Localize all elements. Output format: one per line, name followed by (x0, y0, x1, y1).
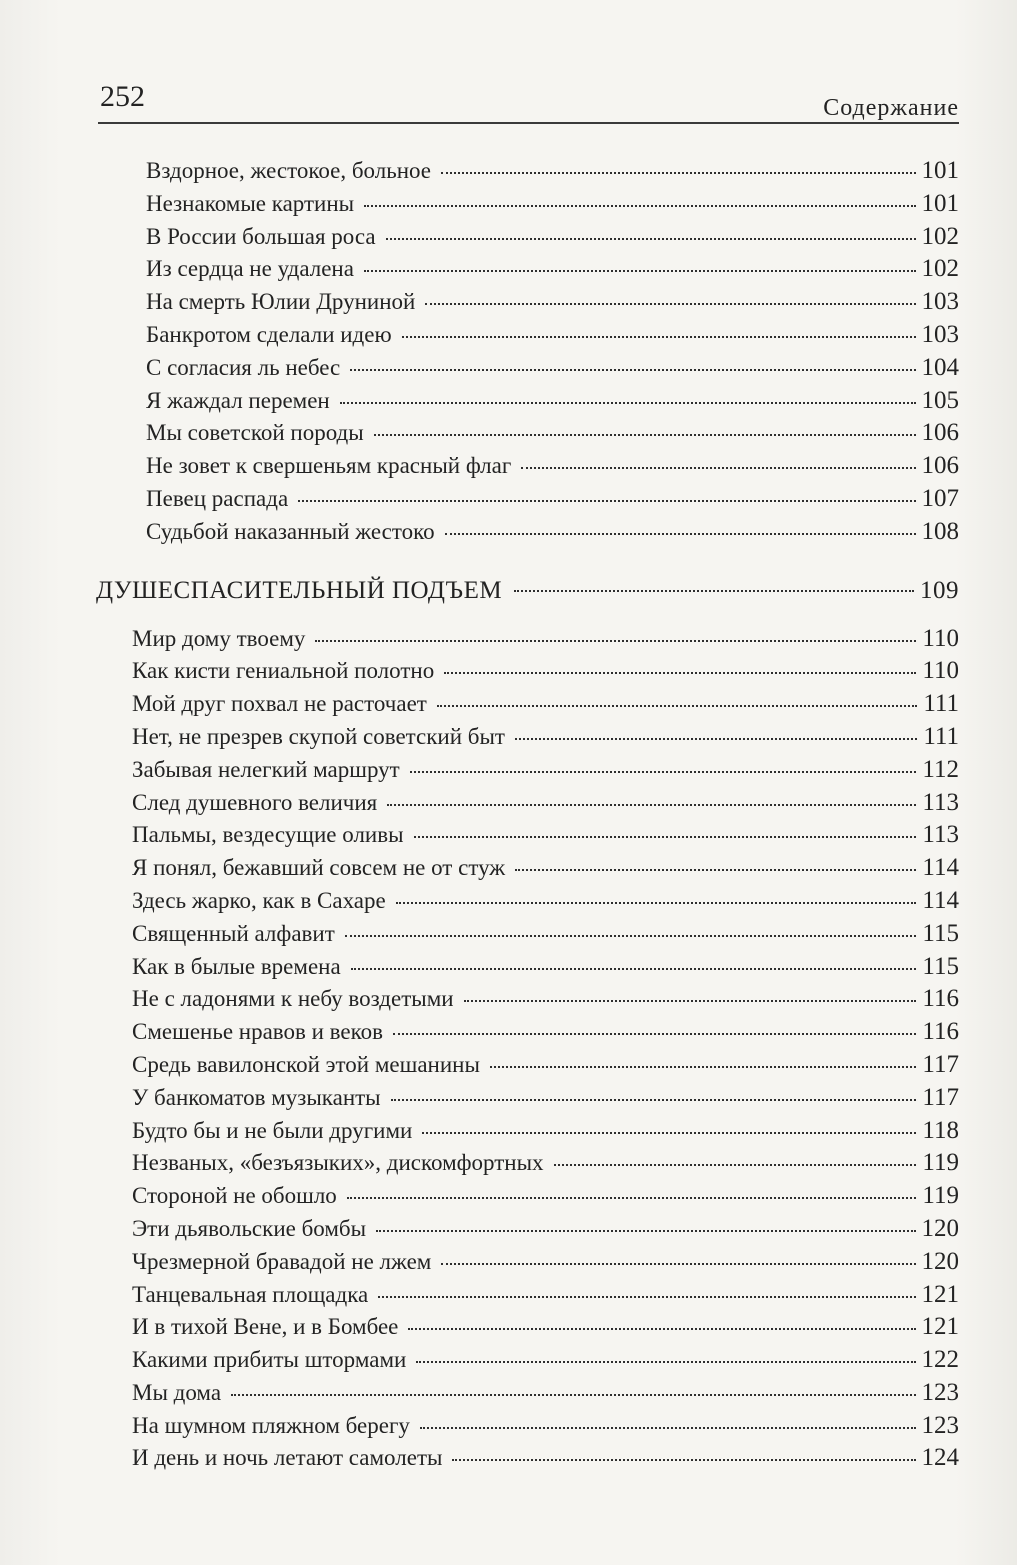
toc-entry-title: Эти дьявольские бомбы (132, 1215, 367, 1241)
toc-leader-dots (393, 1033, 916, 1035)
toc-leader-dots (408, 1328, 915, 1330)
toc-entry-title: С согласия ль небес (146, 354, 341, 380)
toc-leader-dots (298, 500, 915, 502)
toc-entry (0, 1180, 1017, 1213)
toc-entry-title: Как кисти гениальной полотно (132, 658, 435, 684)
toc-entry (0, 516, 1017, 549)
toc-entry (0, 1442, 1017, 1475)
toc-entry-title: В России большая роса (146, 223, 376, 249)
toc-entry-title: Стороной не обошло (132, 1183, 337, 1209)
toc-leader-dots (422, 1132, 916, 1134)
toc-entry-title: Вздорное, жестокое, больное (146, 158, 431, 183)
toc-entry-page: 114 (922, 854, 959, 882)
toc-entry (0, 155, 1017, 188)
toc-entry-title: Какими прибиты штормами (132, 1347, 407, 1373)
toc-leader-dots (378, 1296, 915, 1298)
toc-entry (0, 483, 1017, 516)
toc-leader-dots (386, 238, 916, 240)
toc-entry (0, 1410, 1017, 1443)
toc-entry-page: 117 (922, 1083, 959, 1111)
toc-entry-title: Я понял, бежавший совсем не от стуж (132, 855, 506, 881)
toc-entry-title: Забывая нелегкий маршрут (132, 756, 400, 782)
toc-entry-page: 120 (921, 1247, 959, 1275)
toc-entry-page: 103 (921, 320, 959, 348)
toc-entry (0, 655, 1017, 688)
toc-entry-page: 123 (921, 1378, 959, 1406)
toc-entry-page: 107 (921, 484, 959, 512)
toc-entry-page: 106 (921, 419, 959, 447)
toc-entry-title: След душевного величия (132, 789, 378, 815)
toc-entry-title: Судьбой наказанный жестоко (146, 518, 435, 544)
toc-entry-title: Мы советской породы (146, 420, 364, 446)
toc-entry-page: 112 (922, 755, 959, 783)
toc-entry-page: 106 (921, 452, 959, 480)
toc-entry-page: 115 (922, 952, 959, 980)
toc-entry-page: 121 (921, 1280, 959, 1308)
toc-entry (0, 1115, 1017, 1148)
toc-entry (0, 951, 1017, 984)
toc-leader-dots (364, 270, 916, 272)
toc-entry-page: 117 (922, 1050, 959, 1078)
page-number: 252 (100, 80, 145, 113)
toc-entry (0, 319, 1017, 352)
toc-entry-title: Пальмы, вездесущие оливы (132, 822, 404, 848)
toc-leader-dots (396, 902, 917, 904)
toc-entry-page: 101 (921, 157, 959, 184)
toc-entry-title: Нет, не презрев скупой советский быт (132, 723, 505, 749)
toc-leader-dots (452, 1459, 915, 1461)
toc-entry-title: У банкоматов музыканты (132, 1084, 381, 1110)
toc-entry-title: Я жаждал перемен (146, 387, 330, 413)
toc-leader-dots (351, 968, 917, 970)
toc-entry-page: 105 (921, 386, 959, 414)
toc-group-a (0, 155, 1017, 549)
toc-entry (0, 385, 1017, 418)
toc-entry-title: Священный алфавит (132, 920, 335, 946)
toc-entry-title: Чрезмерной бравадой не лжем (132, 1248, 432, 1274)
toc-entry (0, 286, 1017, 319)
toc-entry-title: Из сердца не удалена (146, 256, 354, 282)
toc-entry-page: 116 (922, 985, 959, 1013)
toc-entry-page: 119 (922, 1182, 959, 1210)
toc-entry (0, 352, 1017, 385)
toc-entry (0, 221, 1017, 254)
toc-leader-dots (340, 402, 916, 404)
toc-leader-dots (416, 1361, 915, 1363)
toc-entry (0, 1049, 1017, 1082)
toc-entry-page: 111 (923, 690, 959, 718)
toc-entry (0, 918, 1017, 951)
toc-entry-page: 113 (922, 821, 959, 849)
toc-entry (0, 1082, 1017, 1115)
toc-entry-page: 114 (922, 886, 959, 914)
toc-entry-title: Не с ладонями к небу воздетыми (132, 986, 454, 1012)
toc-entry (0, 1213, 1017, 1246)
toc-entry (0, 983, 1017, 1016)
toc-entry-page: 121 (921, 1313, 959, 1341)
toc-leader-dots (347, 1197, 917, 1199)
toc-entry (0, 253, 1017, 286)
toc-leader-dots (554, 1164, 917, 1166)
toc-leader-dots (315, 640, 916, 642)
toc-leader-dots (350, 369, 915, 371)
toc-entry-title: Смешенье нравов и веков (132, 1019, 383, 1045)
toc-entry-page: 110 (922, 657, 959, 685)
toc-entry-page: 122 (921, 1346, 959, 1374)
toc-leader-dots (515, 869, 916, 871)
toc-entry-title: Как в былые времена (132, 953, 341, 979)
toc-entry (0, 1279, 1017, 1312)
section-title: Содержание (823, 95, 959, 121)
table-of-contents (0, 155, 1017, 1475)
toc-entry-title: На смерть Юлии Друниной (146, 289, 416, 315)
toc-entry-page: 124 (921, 1444, 959, 1472)
toc-entry (0, 688, 1017, 721)
toc-heading-page: 109 (920, 576, 959, 604)
toc-leader-dots (521, 467, 915, 469)
toc-entry (0, 852, 1017, 885)
toc-entry-title: Мой друг похвал не расточает (132, 691, 427, 717)
toc-entry-title: Незнакомые картины (146, 190, 355, 216)
toc-entry (0, 1344, 1017, 1377)
toc-leader-dots (444, 672, 916, 674)
toc-leader-dots (345, 935, 917, 937)
toc-entry-page: 108 (921, 517, 959, 545)
toc-entry (0, 188, 1017, 221)
toc-leader-dots (437, 705, 918, 707)
toc-entry (0, 623, 1017, 656)
toc-entry (0, 885, 1017, 918)
toc-entry (0, 417, 1017, 450)
toc-entry (0, 1246, 1017, 1279)
toc-leader-dots (425, 303, 915, 305)
toc-leader-dots (374, 434, 916, 436)
toc-entry-page: 123 (921, 1411, 959, 1439)
toc-group-b (0, 623, 1017, 1476)
toc-entry-title: На шумном пляжном берегу (132, 1412, 410, 1438)
toc-entry-page: 118 (922, 1116, 959, 1144)
toc-entry-title: Мир дому твоему (132, 625, 306, 651)
toc-entry-page: 113 (922, 788, 959, 816)
toc-leader-dots (376, 1230, 915, 1232)
toc-leader-dots (364, 205, 915, 207)
toc-entry-page: 115 (922, 919, 959, 947)
toc-entry-title: Здесь жарко, как в Сахаре (132, 887, 386, 913)
toc-entry-page: 102 (921, 222, 959, 250)
toc-entry-title: Мы дома (132, 1379, 222, 1405)
toc-entry (0, 1016, 1017, 1049)
toc-entry (0, 450, 1017, 483)
toc-leader-dots (420, 1427, 916, 1429)
toc-entry-title: Средь вавилонской этой мешанины (132, 1051, 480, 1077)
toc-entry-title: И день и ночь летают самолеты (132, 1445, 443, 1471)
toc-entry-page: 103 (921, 288, 959, 316)
toc-entry (0, 787, 1017, 820)
toc-entry (0, 1147, 1017, 1180)
toc-leader-dots (391, 1099, 917, 1101)
page-header (98, 76, 959, 124)
toc-heading-title: ДУШЕСПАСИТЕЛЬНЫЙ ПОДЪЕМ (96, 576, 503, 604)
toc-entry-page: 116 (922, 1018, 959, 1046)
toc-entry-page: 102 (921, 255, 959, 283)
toc-leader-dots (441, 1263, 915, 1265)
toc-leader-dots (410, 771, 917, 773)
toc-entry-page: 111 (923, 722, 959, 750)
toc-entry-title: Не зовет к свершеньям красный флаг (146, 453, 512, 479)
toc-entry (0, 1377, 1017, 1410)
toc-section-heading (0, 567, 1017, 615)
toc-leader-dots (231, 1394, 915, 1396)
toc-entry-page: 104 (921, 353, 959, 381)
toc-leader-dots (414, 836, 917, 838)
toc-entry-page: 120 (921, 1214, 959, 1242)
toc-leader-dots (515, 738, 917, 740)
toc-entry-title: Будто бы и не были другими (132, 1117, 413, 1143)
toc-leader-dots (402, 336, 916, 338)
toc-entry (0, 721, 1017, 754)
toc-entry-page: 110 (922, 624, 959, 652)
toc-entry-title: И в тихой Вене, и в Бомбее (132, 1314, 399, 1340)
toc-entry (0, 819, 1017, 852)
toc-entry-title: Певец распада (146, 485, 289, 511)
toc-entry (0, 1311, 1017, 1344)
toc-entry-title: Незваных, «безъязыких», дискомфортных (132, 1150, 544, 1176)
toc-leader-dots (445, 533, 916, 535)
toc-entry-title: Банкротом сделали идею (146, 321, 392, 347)
toc-leader-dots (490, 1066, 917, 1068)
toc-leader-dots (464, 1000, 917, 1002)
toc-entry (0, 754, 1017, 787)
toc-leader-dots (441, 172, 916, 174)
toc-entry-page: 101 (921, 189, 959, 217)
toc-leader-dots (387, 804, 916, 806)
toc-entry-page: 119 (922, 1149, 959, 1177)
toc-entry-title: Танцевальная площадка (132, 1281, 369, 1307)
toc-leader-dots (514, 590, 914, 592)
